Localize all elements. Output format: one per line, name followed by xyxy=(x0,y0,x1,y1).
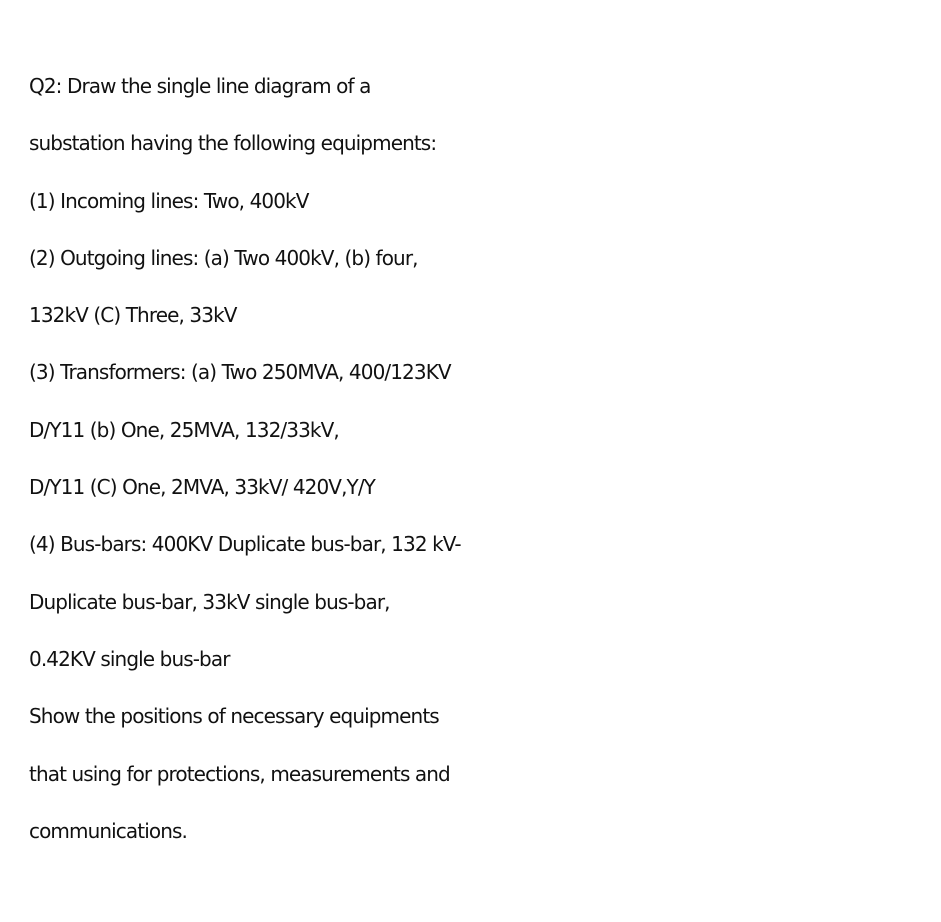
question-line-13: that using for protections, measurements and xyxy=(29,761,450,786)
question-line-5: 132kV (C) Three, 33kV xyxy=(29,303,237,328)
question-line-4: (2) Outgoing lines: (a) Two 400kV, (b) four, xyxy=(29,245,418,270)
question-line-11: 0.42KV single bus-bar xyxy=(29,646,230,671)
question-line-14: communications. xyxy=(29,818,187,843)
question-line-3: (1) Incoming lines: Two, 400kV xyxy=(29,188,309,213)
question-line-8: D/Y11 (C) One, 2MVA, 33kV/ 420V,Y/Y xyxy=(29,475,376,500)
question-line-9: (4) Bus-bars: 400KV Duplicate bus-bar, 132 kV- xyxy=(29,532,461,557)
question-line-10: Duplicate bus-bar, 33kV single bus-bar, xyxy=(29,589,390,614)
question-line-12: Show the positions of necessary equipments xyxy=(29,704,439,729)
question-line-1: Q2: Draw the single line diagram of a xyxy=(29,74,371,98)
question-line-2: substation having the following equipments: xyxy=(29,131,437,156)
question-line-7: D/Y11 (b) One, 25MVA, 132/33kV, xyxy=(29,417,339,442)
question-text xyxy=(29,58,929,860)
question-line-6: (3) Transformers: (a) Two 250MVA, 400/123KV xyxy=(29,360,451,385)
